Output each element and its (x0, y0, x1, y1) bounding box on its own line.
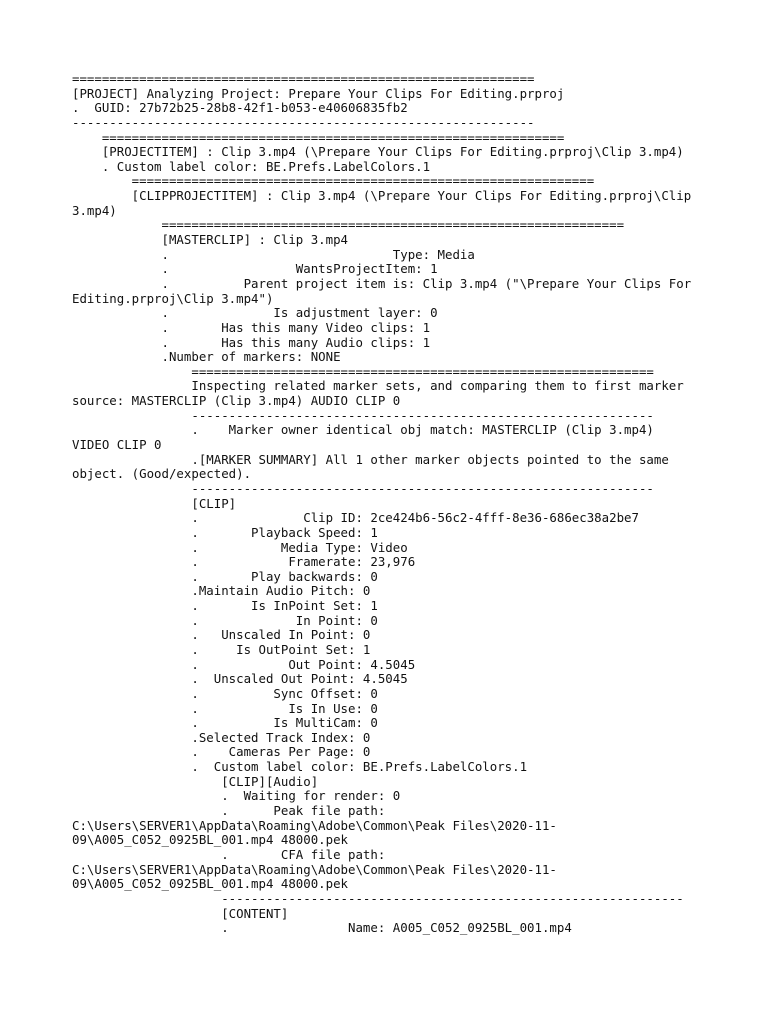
log-line: ============================================================== (72, 217, 625, 233)
log-line: ============================================================== (72, 363, 654, 379)
log-line: ============================================================== (72, 173, 595, 189)
log-line: . CFA file path: (72, 846, 386, 862)
log-line: . Cameras Per Page: 0 (72, 744, 371, 760)
log-line: 09\A005_C052_0925BL_001.mp4 48000.pek (72, 832, 349, 848)
log-line: . Marker owner identical obj match: MASTERCLIP (Clip 3.mp4) (72, 422, 654, 438)
log-line: . Unscaled In Point: 0 (72, 627, 371, 643)
log-line: . Unscaled Out Point: 4.5045 (72, 671, 408, 687)
log-line: . Sync Offset: 0 (72, 685, 378, 701)
log-line: .[MARKER SUMMARY] All 1 other marker objects pointed to the same (72, 451, 669, 467)
log-line: [CLIP][Audio] (72, 773, 319, 789)
log-line: . Parent project item is: Clip 3.mp4 ("\Prepare Your Clips For (72, 275, 692, 291)
log-line: . Name: A005_C052_0925BL_001.mp4 (72, 920, 572, 936)
log-line: [CLIP] (72, 495, 237, 511)
log-line: [CONTENT] (72, 905, 289, 921)
log-line: 3.mp4) (72, 202, 117, 218)
log-line: C:\Users\SERVER1\AppData\Roaming\Adobe\Common\Peak Files\2020-11- (72, 861, 557, 877)
log-line: Inspecting related marker sets, and comparing them to first marker (72, 378, 684, 394)
log-line: 09\A005_C052_0925BL_001.mp4 48000.pek (72, 876, 349, 892)
log-line: ============================================================== (72, 71, 535, 86)
log-line: . Has this many Audio clips: 1 (72, 334, 431, 350)
log-line: -------------------------------------------------------------- (72, 890, 684, 906)
log-line: -------------------------------------------------------------- (72, 114, 535, 130)
log-line: . Is OutPoint Set: 1 (72, 641, 371, 657)
log-line: . Clip ID: 2ce424b6-56c2-4fff-8e36-686ec38a2be7 (72, 510, 639, 526)
log-line: . Type: Media (72, 246, 475, 262)
log-line: . Custom label color: BE.Prefs.LabelColors.1 (72, 158, 431, 174)
log-line: [MASTERCLIP] : Clip 3.mp4 (72, 232, 349, 248)
log-line: . Play backwards: 0 (72, 568, 378, 584)
log-line: [PROJECTITEM] : Clip 3.mp4 (\Prepare Your Clips For Editing.prproj\Clip 3.mp4) (72, 144, 684, 160)
log-line: source: MASTERCLIP (Clip 3.mp4) AUDIO CLIP 0 (72, 393, 401, 409)
log-line: [PROJECT] Analyzing Project: Prepare Your Clips For Editing.prproj (72, 85, 565, 101)
log-line: .Selected Track Index: 0 (72, 729, 371, 745)
log-line: -------------------------------------------------------------- (72, 480, 654, 496)
log-line: .Number of markers: NONE (72, 349, 341, 365)
log-line: . Framerate: 23,976 (72, 554, 416, 570)
log-line: . In Point: 0 (72, 612, 378, 628)
log-line: .Maintain Audio Pitch: 0 (72, 583, 371, 599)
log-line: . Playback Speed: 1 (72, 524, 378, 540)
log-line: ============================================================== (72, 129, 565, 145)
log-line: . Is In Use: 0 (72, 700, 378, 716)
log-line: . WantsProjectItem: 1 (72, 261, 438, 277)
log-line: . Has this many Video clips: 1 (72, 319, 431, 335)
log-line: . GUID: 27b72b25-28b8-42f1-b053-e40606835fb2 (72, 100, 408, 116)
log-line: [CLIPPROJECTITEM] : Clip 3.mp4 (\Prepare Your Clips For Editing.prproj\Clip (72, 188, 692, 204)
log-line: . Out Point: 4.5045 (72, 656, 416, 672)
log-line: Editing.prproj\Clip 3.mp4") (72, 290, 274, 306)
log-line: . Media Type: Video (72, 539, 408, 555)
log-line: object. (Good/expected). (72, 466, 252, 482)
log-document (72, 72, 702, 936)
log-line: VIDEO CLIP 0 (72, 437, 162, 453)
log-line: . Is MultiCam: 0 (72, 715, 378, 731)
log-line: . Is InPoint Set: 1 (72, 598, 378, 614)
log-line: . Peak file path: (72, 803, 386, 819)
log-line: . Is adjustment layer: 0 (72, 305, 438, 321)
log-line: . Waiting for render: 0 (72, 788, 401, 804)
log-line: . Custom label color: BE.Prefs.LabelColors.1 (72, 759, 528, 775)
log-line: C:\Users\SERVER1\AppData\Roaming\Adobe\Common\Peak Files\2020-11- (72, 817, 557, 833)
log-line: -------------------------------------------------------------- (72, 407, 654, 423)
